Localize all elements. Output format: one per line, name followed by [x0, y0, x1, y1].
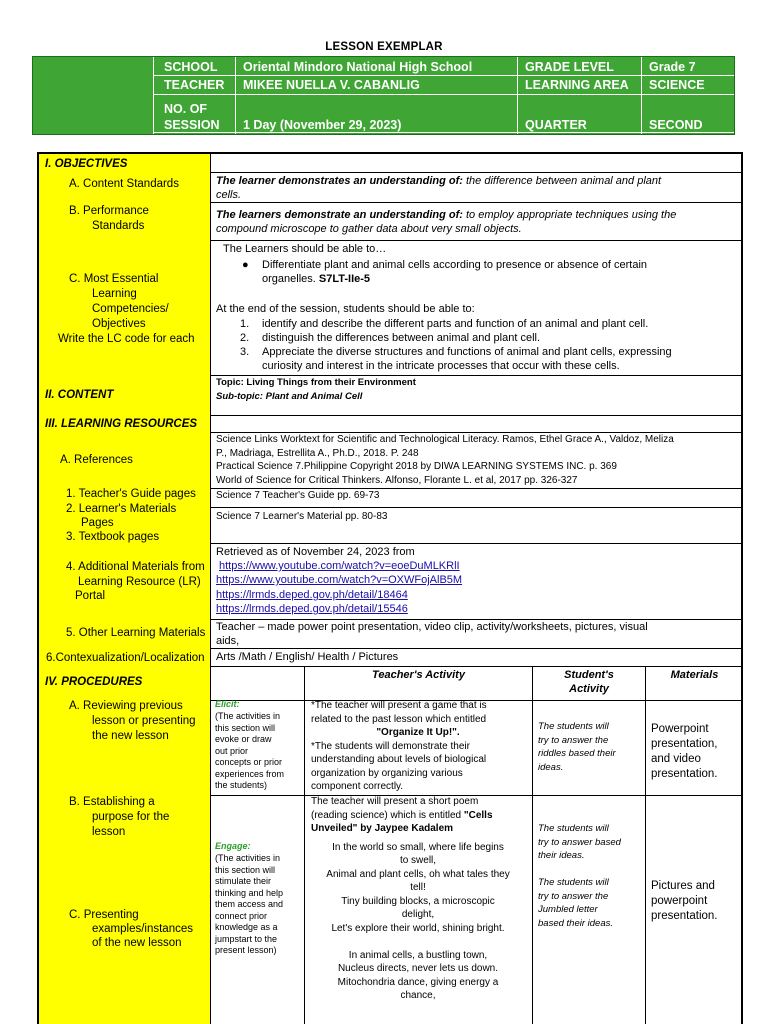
references-text: Science Links Worktext for Scientific and Technological Literacy. Ramos, Ethel Grace A., Valdoz, Meliza P., Madriaga, Estrellita A., Ph.D., 2018. P. 248 Practical Science 7.Philippine Copyright 2018 by DIWA LEARNING SYSTEMS INC. p. 369 World of Science for Critical Thinkers. Alfonso, Florante L. et al, 2017 pp. 326-327	[216, 434, 674, 486]
row2-student-activity-b	[538, 876, 638, 930]
teacher-value: MIKEE NUELLA V. CABANLIG	[243, 78, 420, 92]
row1-student-activity	[538, 720, 638, 774]
obj-num-1: 1.	[240, 318, 250, 330]
materials-header: Materials	[670, 669, 719, 681]
bullet-icon: ●	[242, 259, 249, 271]
melc-label-1: C. Most Essential	[69, 273, 159, 285]
row2-teacher-activity	[311, 795, 525, 1003]
other-materials-label: 5. Other Learning Materials	[66, 627, 206, 639]
obj-num-3: 3.	[240, 346, 250, 358]
references-label: A. References	[60, 454, 133, 466]
row2-student-a-line: try to answer based	[538, 836, 621, 848]
youtube-link-2[interactable]: https://www.youtube.com/watch?v=OXWFojAlB5M	[216, 574, 463, 586]
row2-materials	[651, 879, 737, 924]
engage-desc-line: thinking and help	[215, 887, 284, 898]
melc-label-5: Write the LC code for each	[58, 333, 195, 345]
poem-line: Animal and plant cells, oh what tales they	[326, 868, 510, 880]
row2-student-activity-a	[538, 822, 638, 863]
review-label-2: lesson or presenting	[92, 715, 196, 727]
presenting-label-1: C. Presenting	[69, 909, 139, 921]
elicit-desc-line: this section will	[215, 722, 276, 733]
textbook-label: 3. Textbook pages	[66, 531, 160, 543]
topic: Topic: Living Things from their Environment	[216, 377, 416, 388]
row1-materials-line: presentation.	[651, 768, 718, 780]
performance-standards-label-2: Standards	[92, 220, 145, 232]
school-value: Oriental Mindoro National High School	[243, 60, 473, 74]
row2-teacher-line: The teacher will present a short poem	[311, 796, 479, 807]
teachers-guide-label: 1. Teacher's Guide pages	[66, 488, 196, 500]
document-title: LESSON EXEMPLAR	[325, 41, 443, 53]
elicit-description	[215, 711, 303, 792]
additional-materials-label-2: Learning Resource (LR)	[78, 576, 201, 588]
grade-value: Grade 7	[649, 60, 696, 74]
performance-standards-label-1: B. Performance	[69, 205, 149, 217]
engage-desc-line: (The activities in	[215, 853, 281, 863]
row1-student-line: try to answer the	[538, 734, 609, 746]
poem-line: tell!	[410, 882, 426, 893]
poem-line: chance,	[400, 990, 436, 1001]
retrieved-text: Retrieved as of November 24, 2023 from	[216, 546, 415, 558]
row2-student-b-line: try to answer the	[538, 890, 609, 902]
row1-materials-line: and video	[651, 753, 701, 765]
additional-materials-label-3: Portal	[75, 590, 106, 602]
subtopic: Sub-topic: Plant and Animal Cell	[216, 391, 363, 402]
row1-teacher-line: understanding about levels of biological	[311, 754, 487, 765]
melc-label-2: Learning	[92, 288, 137, 300]
content-standards-label: A. Content Standards	[69, 178, 179, 190]
learners-materials-label-2: Pages	[81, 517, 114, 529]
content-standards-text: The learner demonstrates an understanding of: the difference between animal and plant cells.	[216, 175, 662, 201]
poem-line: Let's explore their world, shining bright.	[331, 922, 505, 934]
review-label-3: the new lesson	[92, 730, 169, 742]
engage-label: Engage:	[215, 841, 251, 851]
review-label-1: A. Reviewing previous	[69, 700, 183, 712]
grade-label: GRADE LEVEL	[525, 60, 614, 74]
objective-1: identify and describe the different parts and function of an animal and plant cell.	[262, 318, 649, 330]
other-materials-text: Teacher – made power point presentation, video clip, activity/worksheets, pictures, visual aids,	[216, 621, 648, 647]
teacher-label: TEACHER	[164, 78, 225, 92]
engage-desc-line: knowledge as a	[215, 922, 278, 932]
row1-student-line: riddles based their	[538, 748, 616, 759]
engage-desc-line: stimulate their	[215, 876, 272, 886]
row1-student-line: The students will	[538, 721, 609, 732]
contextualization-label: 6.Contexualization/Localization	[46, 652, 205, 664]
poem-line	[311, 935, 525, 949]
learners-material-text: Science 7 Learner's Material pp. 80-83	[216, 511, 388, 522]
performance-standards-text: The learners demonstrate an understanding of: to employ appropriate techniques using the compound microscope to gather data about very small objects.	[216, 209, 677, 235]
row1-teacher-line: *The students will demonstrate their	[311, 740, 470, 752]
purpose-label-3: lesson	[92, 826, 126, 838]
row1-student-line: ideas.	[538, 761, 564, 773]
row1-teacher-line: organization by organizing various	[311, 767, 463, 779]
row2-student-b-line: The students will	[538, 877, 609, 888]
elicit-desc-line: the students)	[215, 780, 268, 790]
quarter-value: SECOND	[649, 118, 703, 132]
row1-materials-line: Powerpoint	[651, 723, 709, 735]
melc-bullet: Differentiate plant and animal cells according to presence or absence of certain organelles. S7LT-IIe-5	[262, 259, 648, 285]
session-label-2: SESSION	[164, 118, 220, 132]
session-value: 1 Day (November 29, 2023)	[243, 118, 402, 132]
obj-num-2: 2.	[240, 332, 250, 344]
elicit-desc-line: (The activities in	[215, 711, 281, 721]
row1-teacher-line: *The teacher will present a game that is	[311, 700, 487, 711]
elicit-desc-line: evoke or draw	[215, 734, 272, 744]
row2-student-b-line: based their ideas.	[538, 917, 613, 929]
row1-materials	[651, 722, 737, 782]
engage-desc-line: jumpstart to the	[215, 933, 278, 944]
row2-student-b-line: Jumbled letter	[538, 904, 598, 915]
students-activity-header: Student's Activity	[564, 669, 614, 695]
learners-materials-label-1: 2. Learner's Materials	[66, 503, 177, 515]
poem-line: to swell,	[399, 855, 437, 866]
poem-line: In the world so small, where life begins	[332, 841, 504, 853]
elicit-label: Elicit:	[215, 699, 240, 709]
poem-line: delight,	[401, 909, 435, 920]
contextualization-text: Arts /Math / English/ Health / Pictures	[216, 651, 399, 663]
teachers-guide-text: Science 7 Teacher's Guide pp. 69-73	[216, 490, 380, 501]
youtube-link-1[interactable]: https://www.youtube.com/watch?v=eoeDuMLKRlI	[219, 560, 460, 572]
melc-intro: The Learners should be able to…	[223, 243, 387, 255]
elicit-desc-line: out prior	[215, 745, 249, 756]
poem-line: In animal cells, a bustling town,	[348, 949, 488, 961]
quarter-label: QUARTER	[525, 118, 587, 132]
lesson-table	[37, 152, 743, 1024]
elicit-desc-line: experiences from	[215, 768, 285, 779]
poem-line: Nucleus directs, never lets us down.	[337, 963, 499, 974]
engage-desc-line: present lesson)	[215, 945, 277, 955]
elicit-desc-line: concepts or prior	[215, 757, 283, 767]
row2-materials-line: presentation.	[651, 910, 718, 922]
row2-materials-line: Pictures and	[651, 880, 715, 892]
poem-title: Unveiled" by Jaypee Kadalem	[311, 823, 454, 834]
resources-heading: III. LEARNING RESOURCES	[45, 418, 198, 430]
row2-materials-line: powerpoint	[651, 895, 708, 907]
area-value: SCIENCE	[649, 78, 705, 92]
objective-3: Appreciate the diverse structures and functions of animal and plant cells, expressing curiosity and interest in the intricate processes that occur with these cells.	[262, 346, 672, 372]
poem-line: Tiny building blocks, a microscopic	[341, 895, 495, 907]
purpose-label-1: B. Establishing a	[69, 796, 155, 808]
objectives-heading: I. OBJECTIVES	[45, 158, 128, 170]
content-heading: II. CONTENT	[45, 389, 114, 401]
objective-2: distinguish the differences between animal and plant cell.	[262, 332, 541, 344]
lrmds-link-1[interactable]: https://lrmds.deped.gov.ph/detail/18464	[216, 589, 408, 601]
school-label: SCHOOL	[164, 60, 218, 74]
row1-teacher-line: component correctly.	[311, 781, 404, 792]
end-intro: At the end of the session, students should be able to:	[216, 303, 475, 315]
presenting-label-3: of the new lesson	[92, 937, 182, 949]
row2-student-a-line: The students will	[538, 823, 609, 834]
row1-teacher-activity	[311, 699, 525, 794]
melc-label-4: Objectives	[92, 318, 146, 330]
row1-materials-line: presentation,	[651, 738, 718, 750]
engage-desc-line: them access and	[215, 899, 284, 909]
purpose-label-2: purpose for the	[92, 811, 170, 823]
engage-desc-line: connect prior	[215, 910, 268, 921]
engage-description	[215, 853, 303, 957]
area-label: LEARNING AREA	[525, 78, 629, 92]
melc-label-3: Competencies/	[92, 303, 169, 315]
engage-desc-line: this section will	[215, 864, 276, 875]
session-label-1: NO. OF	[164, 102, 208, 116]
additional-materials-label-1: 4. Additional Materials from	[66, 561, 205, 573]
poem-line: Mitochondria dance, giving energy a	[337, 976, 499, 988]
teachers-activity-header: Teacher's Activity	[372, 669, 465, 681]
header-table	[32, 56, 735, 135]
row2-student-a-line: their ideas.	[538, 850, 585, 861]
row2-teacher-line: (reading science) which is entitled "Cells	[311, 809, 493, 821]
procedures-heading: IV. PROCEDURES	[45, 676, 143, 688]
presenting-label-2: examples/instances	[92, 923, 193, 935]
row1-game-title: "Organize It Up!".	[376, 727, 460, 738]
lrmds-link-2[interactable]: https://lrmds.deped.gov.ph/detail/15546	[216, 603, 408, 615]
row1-teacher-line: related to the past lesson which entitled	[311, 713, 487, 725]
